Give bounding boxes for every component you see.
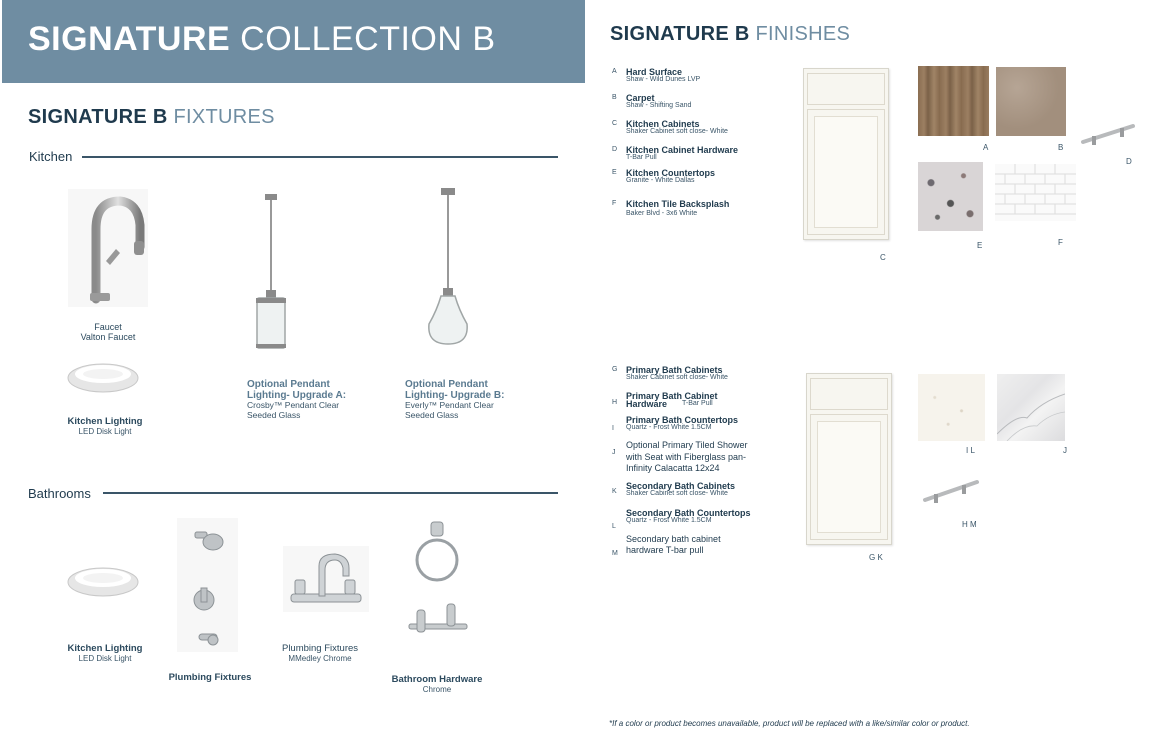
finish-item-f: F Kitchen Tile Backsplash Baker Blvd - 3x6 White [612,199,730,217]
bath-pull-swatch [922,476,980,506]
page-title: SIGNATURE COLLECTION B [28,20,496,58]
kitchen-divider [82,156,558,158]
finish-item-h: H Primary Bath Cabinet Hardware T-Bar Pull [612,391,718,409]
shower-fixtures-image [177,518,238,652]
pendant-b-image [425,188,471,348]
granite-swatch [918,162,983,231]
finishes-heading: SIGNATURE B FINISHES [610,23,851,45]
plumbing-shower-caption: Plumbing Fixtures [168,672,252,683]
faucet-caption: Faucet Valton Faucet [80,322,136,342]
swatch-label-c: C [880,253,886,262]
finish-item-l: L Secondary Bath Countertops Quartz - Frost White 1.5CM [612,508,751,530]
swatch-label-gk: G K [869,553,883,562]
swatch-label-j: J [1063,446,1067,455]
pendant-a-caption: Optional Pendant Lighting- Upgrade A: Crosby™ Pendant Clear Seeded Glass [247,379,347,420]
tile-backsplash-swatch [995,164,1076,221]
plumbing-faucet-caption: Plumbing Fixtures MMedley Chrome [281,643,359,663]
finish-item-c: C Kitchen Cabinets Shaker Cabinet soft close- White [612,119,728,135]
swatch-label-d: D [1126,157,1132,166]
calacatta-swatch [997,374,1065,441]
hard-surface-swatch [918,66,989,136]
cabinet-pull-swatch [1080,120,1136,148]
swatch-label-b: B [1058,143,1064,152]
finish-item-e: E Kitchen Countertops Granite - White Dallas [612,168,715,184]
bath-faucet-image [283,546,369,612]
disk-light-image [66,358,140,394]
carpet-swatch [996,67,1066,136]
faucet-image [68,189,148,307]
finish-item-d: D Kitchen Cabinet Hardware T-Bar Pull [612,145,739,161]
finish-item-g: G Primary Bath Cabinets Shaker Cabinet soft close- White [612,365,728,381]
swatch-label-f: F [1058,238,1063,247]
swatch-label-il: I L [966,446,975,455]
kitchen-cabinet-swatch [803,68,889,240]
finish-item-a: A Hard Surface Shaw - Wild Dunes LVP [612,67,701,83]
swatch-label-a: A [983,143,989,152]
swatch-label-e: E [977,241,983,250]
bath-cabinet-swatch [806,373,892,545]
bathrooms-subheading: Bathrooms [28,486,91,501]
pendant-b-caption: Optional Pendant Lighting- Upgrade B: Everly™ Pendant Clear Seeded Glass [405,379,505,420]
bathrooms-divider [103,492,558,494]
kitchen-lighting-caption: Kitchen Lighting LED Disk Light [67,416,143,436]
pendant-a-image [252,194,290,350]
bath-hardware-image [407,520,469,646]
swatch-label-hm: H M [962,520,977,529]
finish-item-i: I Primary Bath Countertops Quartz - Frost White 1.5CM [612,415,739,432]
footnote: *If a color or product becomes unavailable, product will be replaced with a like/similar color or product. [609,719,970,728]
finish-item-k: K Secondary Bath Cabinets Shaker Cabinet soft close- White [612,481,736,497]
quartz-swatch [918,374,985,441]
fixtures-heading: SIGNATURE B FIXTURES [28,106,275,128]
bath-disk-light-image [66,562,140,598]
finish-item-m: M Secondary bath cabinet hardware T-bar pull [612,534,721,557]
kitchen-subheading: Kitchen [29,149,73,164]
finish-item-j: J Optional Primary Tiled Shower with Seat with Fiberglass pan- Infinity Calacatta 12x24 [612,440,748,473]
bath-lighting-caption: Kitchen Lighting LED Disk Light [67,643,143,663]
bath-hardware-caption: Bathroom Hardware Chrome [391,674,483,694]
finish-item-b: B Carpet Shaw - Shifting Sand [612,93,692,109]
